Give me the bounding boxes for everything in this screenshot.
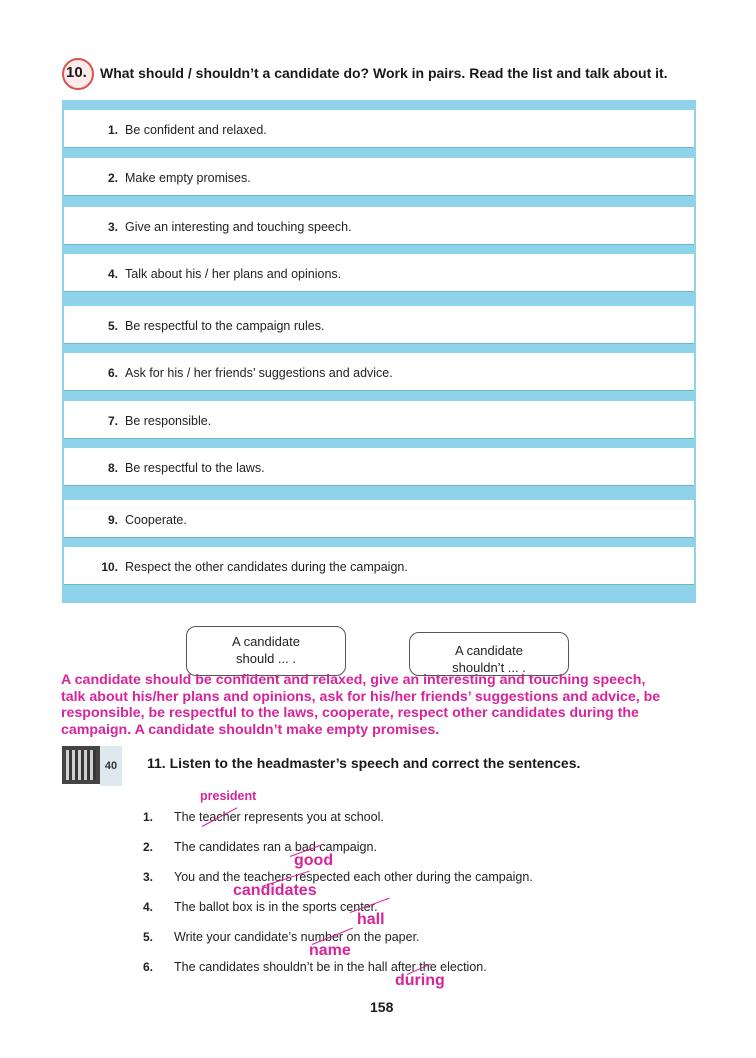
list-item [64,158,694,196]
sentence-text: The teacher represents you at school. [174,810,384,824]
item-number: 8. [107,461,118,475]
sentence-number: 5. [143,930,154,944]
candidate-behaviour-table [62,100,696,603]
answer-line: responsible, be respectful to the laws, cooperate, respect other candidates during the [61,705,639,721]
list-item [64,353,694,391]
sentence-text: The candidates ran a bad campaign. [174,840,377,854]
sentence-row [143,900,703,920]
item-number: 9. [107,513,118,527]
item-number: 6. [107,366,118,380]
list-item [64,401,694,439]
sentence-text: Write your candidate’s number on the paper. [174,930,420,944]
handwritten-answer [61,672,731,738]
list-item [64,254,694,292]
item-text: Talk about his / her plans and opinions. [125,267,342,281]
exercise-10-heading [62,58,742,90]
list-item [64,547,694,585]
item-text: Give an interesting and touching speech. [125,220,352,234]
item-text: Make empty promises. [125,171,251,185]
item-text: Cooperate. [125,513,187,527]
list-item [64,306,694,344]
sentence-number: 1. [143,810,154,824]
sentence-number: 6. [143,960,154,974]
answer-line: campaign. A candidate shouldn’t make empty promises. [61,721,440,738]
bubble-line: shouldn’t ... . [452,660,526,675]
sentence-row [143,870,703,890]
audio-track-badge: 40 [100,746,122,786]
bubble-line: A candidate [232,634,300,649]
sentence-number: 3. [143,870,154,884]
item-number: 10. [101,560,118,574]
sentence-text: The candidates shouldn’t be in the hall after the election. [174,960,487,974]
sentence-text: The ballot box is in the sports center. [174,900,378,914]
sentence-row [143,930,703,950]
sentence-row [143,840,703,860]
speech-bubble-should [186,626,346,676]
correction-hall: hall [357,911,385,928]
item-text: Be respectful to the campaign rules. [125,319,325,333]
item-text: Respect the other candidates during the campaign. [125,560,408,574]
bubble-line: A candidate [455,643,523,658]
list-item [64,110,694,148]
correction-president: president [200,789,257,803]
exercise-11-title: 11. Listen to the headmaster’s speech and correct the sentences. [147,755,581,771]
item-text: Be responsible. [125,414,212,428]
qr-code-icon [62,746,100,784]
speech-bubble-shouldnt [409,632,569,676]
list-item [64,448,694,486]
list-item [64,500,694,538]
correction-candidates: candidates [233,882,317,899]
item-number: 4. [107,267,118,281]
item-text: Ask for his / her friends’ suggestions and advice. [125,366,393,380]
answer-line: A candidate should be confident and relaxed, give an interesting and touching speech, [61,672,646,688]
correction-name: name [309,942,351,959]
correction-during: during [395,972,445,989]
page-number: 158 [370,999,394,1015]
exercise-title: What should / shouldn’t a candidate do? Work in pairs. Read the list and talk about it. [100,65,668,81]
item-number: 5. [107,319,118,333]
item-number: 7. [107,414,118,428]
correction-good: good [294,852,334,869]
item-text: Be respectful to the laws. [125,461,265,475]
sentence-number: 4. [143,900,154,914]
sentence-text: You and the teachers respected each other during the campaign. [174,870,533,884]
item-number: 1. [107,123,118,137]
list-item [64,207,694,245]
item-text: Be confident and relaxed. [125,123,267,137]
exercise-number: 10. [66,64,87,81]
sentence-number: 2. [143,840,154,854]
bubble-line: should ... . [236,651,296,666]
item-number: 3. [107,220,118,234]
item-number: 2. [107,171,118,185]
answer-line: talk about his/her plans and opinions, ask for his/her friends’ suggestions and advice, be [61,688,661,705]
